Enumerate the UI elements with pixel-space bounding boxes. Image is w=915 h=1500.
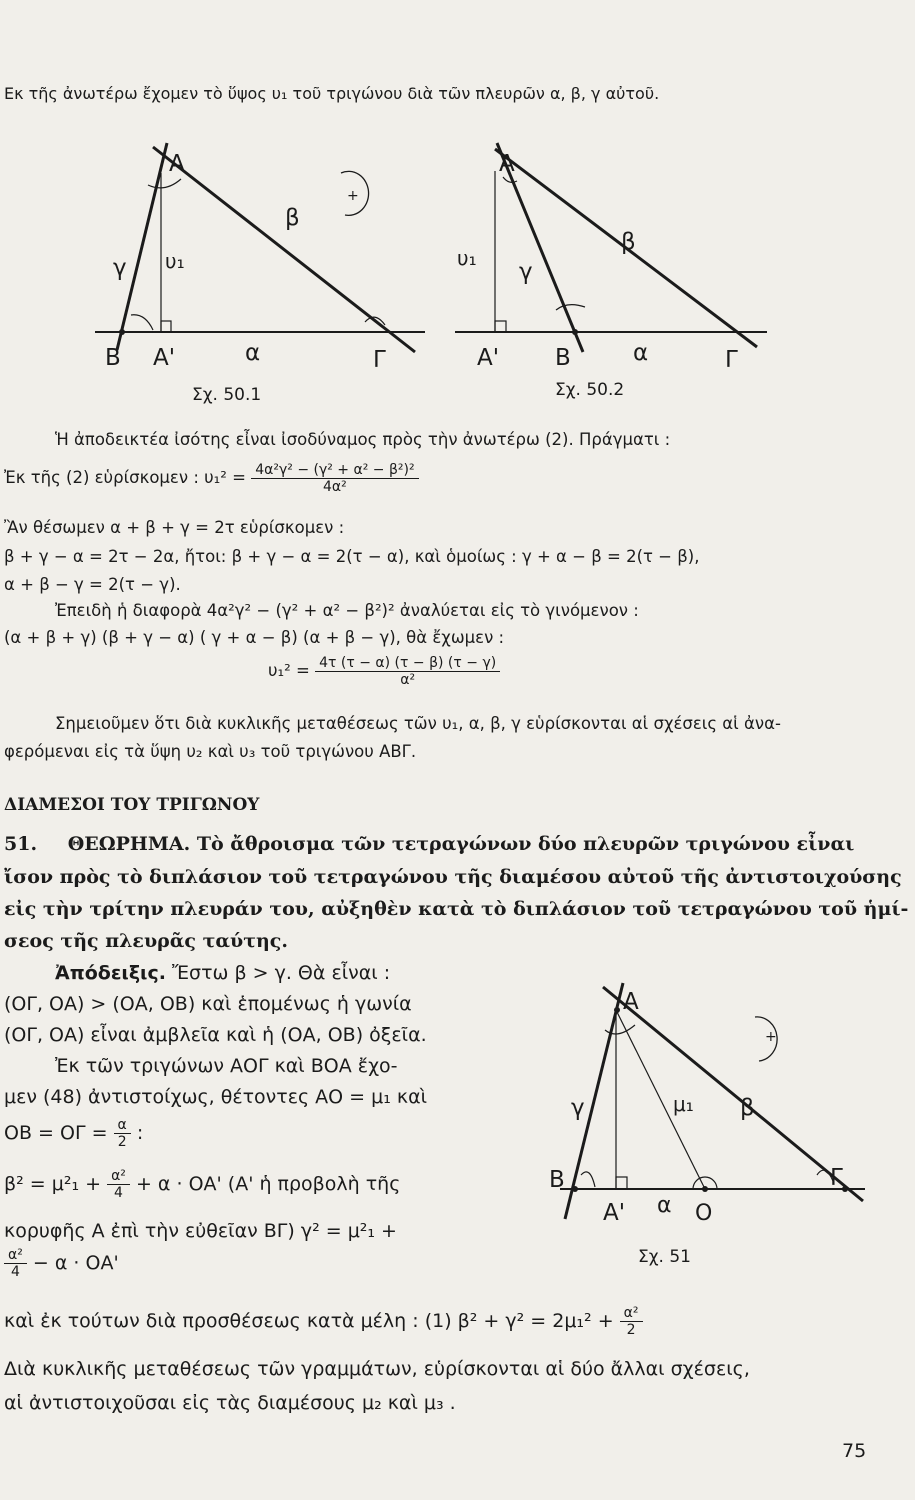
fraction-denominator: 4 <box>10 1264 20 1280</box>
proof-line-3: (ΟΓ, ΟΑ) εἶναι ἀμβλεῖα καὶ ἡ (ΟΑ, ΟΒ) ὀξεῖα. <box>4 1024 427 1046</box>
fraction-numerator: 4τ (τ − α) (τ − β) (τ − γ) <box>315 655 500 672</box>
proof-line-1 <box>55 962 390 984</box>
fraction-denominator: 4 <box>114 1185 123 1201</box>
label-b: B <box>105 345 121 371</box>
fraction-denominator: 2 <box>626 1322 636 1338</box>
text-line-3: Ἂν θέσωμεν α + β + γ = 2τ εὑρίσκομεν : <box>4 518 345 537</box>
proof-line-8: κορυφῆς Α ἐπὶ τὴν εὐθεῖαν ΒΓ) γ² = μ²₁ + <box>4 1220 397 1242</box>
proof-line-7 <box>4 1168 400 1201</box>
formula-u1-squared <box>4 462 419 495</box>
formula-prefix: ΟΒ = ΟΓ = <box>4 1122 108 1144</box>
text-line-6: Ἐπειδὴ ἡ διαφορὰ 4α²γ² − (γ² + α² − β²)² ἀναλύεται εἰς τὸ γινόμενον : <box>55 601 639 620</box>
label-b: B <box>555 345 571 371</box>
figure-50-1 <box>95 135 435 375</box>
theorem-line-1 <box>4 833 854 855</box>
label-beta: β <box>285 205 300 231</box>
theorem-line-4: σεος τῆς πλευρᾶς ταύτης. <box>4 930 288 952</box>
label-a: A <box>499 151 515 177</box>
label-a-prime: A' <box>603 1200 626 1226</box>
side-beta <box>603 987 863 1201</box>
intro-text: Εκ τῆς ἀνωτέρω ἔχομεν τὸ ὕψος υ₁ τοῦ τριγώνου διὰ τῶν πλευρῶν α, β, γ αὐτοῦ. <box>4 84 660 103</box>
label-u1: υ₁ <box>165 249 185 273</box>
caption-50-1: Σχ. 50.1 <box>192 385 262 405</box>
formula-fraction <box>107 1168 130 1201</box>
formula-fraction <box>620 1305 643 1338</box>
vertex-g <box>842 1186 848 1192</box>
proof-line-10 <box>4 1305 643 1338</box>
side-beta <box>153 147 415 352</box>
proof-label: Ἀπόδειξις. <box>55 962 166 984</box>
fraction-denominator: 2 <box>117 1134 127 1150</box>
fraction-numerator: α² <box>107 1168 130 1185</box>
label-a: A <box>623 989 639 1015</box>
theorem-text-1: ΘΕΩΡΗΜΑ. Τὸ ἄθροισμα τῶν τετραγώνων δύο πλευρῶν τριγώνου εἶναι <box>67 833 855 855</box>
label-alpha: α <box>245 340 261 366</box>
label-o: O <box>695 1201 713 1226</box>
label-beta: β <box>740 1095 755 1121</box>
proof-line-9 <box>4 1247 119 1280</box>
vertex-b <box>572 1186 578 1192</box>
text-line-10: φερόμεναι εἰς τὰ ὕψη υ₂ καὶ υ₃ τοῦ τριγώνου ΑΒΓ. <box>4 742 417 761</box>
vertex-b <box>572 329 578 335</box>
fraction-numerator: α² <box>620 1305 643 1322</box>
label-plus: + <box>765 1029 777 1045</box>
formula-prefix: υ₁² = <box>268 661 310 680</box>
formula-u1-heron <box>268 655 500 688</box>
angle-arc-a <box>605 1025 635 1034</box>
right-angle-mark <box>161 321 171 332</box>
formula-prefix: καὶ ἐκ τούτων διὰ προσθέσεως κατὰ μέλη : (1) β² + γ² = 2μ₁² + <box>4 1310 614 1332</box>
fraction-denominator: α² <box>400 672 416 688</box>
vertex-a <box>614 1007 620 1013</box>
section-heading: ΔΙΑΜΕΣΟΙ ΤΟΥ ΤΡΙΓΩΝΟΥ <box>4 795 260 815</box>
label-u1: υ₁ <box>457 246 477 270</box>
text-line-1: Ἡ ἀποδεικτέα ἰσότης εἶναι ἰσοδύναμος πρὸς τὴν ἀνωτέρω (2). Πράγματι : <box>55 430 671 449</box>
figure-51 <box>545 975 885 1235</box>
label-g: Γ <box>373 347 386 373</box>
formula-fraction <box>114 1117 131 1150</box>
label-g: Γ <box>830 1165 843 1191</box>
label-gamma: γ <box>113 255 127 281</box>
caption-51: Σχ. 51 <box>638 1247 692 1267</box>
proof-start: Ἔστω β > γ. Θὰ εἶναι : <box>165 962 391 984</box>
vertex-b <box>119 329 125 335</box>
label-b: B <box>549 1167 565 1193</box>
formula-suffix: : <box>136 1122 144 1144</box>
label-a-prime: A' <box>477 345 500 371</box>
fraction-numerator: 4α²γ² − (γ² + α² − β²)² <box>251 462 418 479</box>
fraction-numerator: α <box>114 1117 131 1134</box>
label-alpha: α <box>633 340 649 366</box>
angle-arc-b <box>581 1172 595 1187</box>
label-plus: + <box>347 188 359 204</box>
right-angle-mark <box>616 1177 627 1189</box>
label-a-prime: A' <box>153 345 176 371</box>
formula-fraction <box>251 462 418 495</box>
proof-line-6 <box>4 1117 143 1150</box>
label-mu1: μ₁ <box>673 1092 694 1116</box>
label-gamma: γ <box>519 259 533 285</box>
proof-line-2: (ΟΓ, ΟΑ) > (ΟΑ, ΟΒ) καὶ ἑπομένως ἡ γωνία <box>4 993 412 1015</box>
proof-line-4: Ἐκ τῶν τριγώνων ΑΟΓ καὶ ΒΟΑ ἔχο- <box>55 1055 398 1077</box>
theorem-line-3: εἰς τὴν τρίτην πλευράν του, αὐξηθὲν κατὰ τὸ διπλάσιον τοῦ τετραγώνου τοῦ ἡμί- <box>4 898 909 920</box>
right-angle-mark <box>495 321 506 332</box>
label-gamma: γ <box>571 1095 585 1121</box>
formula-prefix: Ἐκ τῆς (2) εὑρίσκομεν : υ₁² = <box>4 468 246 487</box>
fraction-denominator: 4α² <box>323 479 347 495</box>
section-number: 51. <box>4 833 38 855</box>
figure-50-2 <box>455 135 775 375</box>
text-line-5: α + β − γ = 2(τ − γ). <box>4 575 181 594</box>
label-alpha: α <box>657 1193 672 1218</box>
proof-line-12: αἱ ἀντιστοιχοῦσαι εἰς τὰς διαμέσους μ₂ καὶ μ₃ . <box>4 1392 456 1414</box>
formula-suffix: + α · ΟΑ' (Α' ἡ προβολὴ τῆς <box>135 1173 401 1195</box>
point-o <box>702 1186 708 1192</box>
text-line-4: β + γ − α = 2τ − 2α, ἤτοι: β + γ − α = 2(τ − α), καὶ ὁμοίως : γ + α − β = 2(τ − β), <box>4 547 700 566</box>
proof-line-5: μεν (48) ἀντιστοίχως, θέτοντες ΑΟ = μ₁ καὶ <box>4 1086 428 1108</box>
fraction-numerator: α² <box>4 1247 27 1264</box>
caption-50-2: Σχ. 50.2 <box>555 380 625 400</box>
proof-line-11: Διὰ κυκλικῆς μεταθέσεως τῶν γραμμάτων, εὑρίσκονται αἱ δύο ἄλλαι σχέσεις, <box>4 1358 750 1380</box>
formula-fraction <box>315 655 500 688</box>
side-gamma <box>117 143 167 350</box>
formula-fraction <box>4 1247 27 1280</box>
page-number: 75 <box>842 1440 867 1462</box>
label-beta: β <box>621 229 636 255</box>
formula-prefix: β² = μ²₁ + <box>4 1173 102 1195</box>
label-a: A <box>169 151 185 177</box>
label-g: Γ <box>725 347 738 373</box>
angle-arc-b <box>131 315 153 330</box>
theorem-line-2: ἴσον πρὸς τὸ διπλάσιον τοῦ τετραγώνου τῆς διαμέσου αὐτοῦ τῆς ἀντιστοιχούσης <box>4 866 902 888</box>
angle-arc-b <box>556 305 585 310</box>
angle-arc-a <box>148 179 181 188</box>
text-line-7: (α + β + γ) (β + γ − α) ( γ + α − β) (α + β − γ), θὰ ἔχωμεν : <box>4 628 505 647</box>
text-line-9: Σημειοῦμεν ὅτι διὰ κυκλικῆς μεταθέσεως τῶν υ₁, α, β, γ εὑρίσκονται αἱ σχέσεις αἱ ἀνα- <box>55 714 781 733</box>
formula-suffix: − α · ΟΑ' <box>32 1252 119 1274</box>
